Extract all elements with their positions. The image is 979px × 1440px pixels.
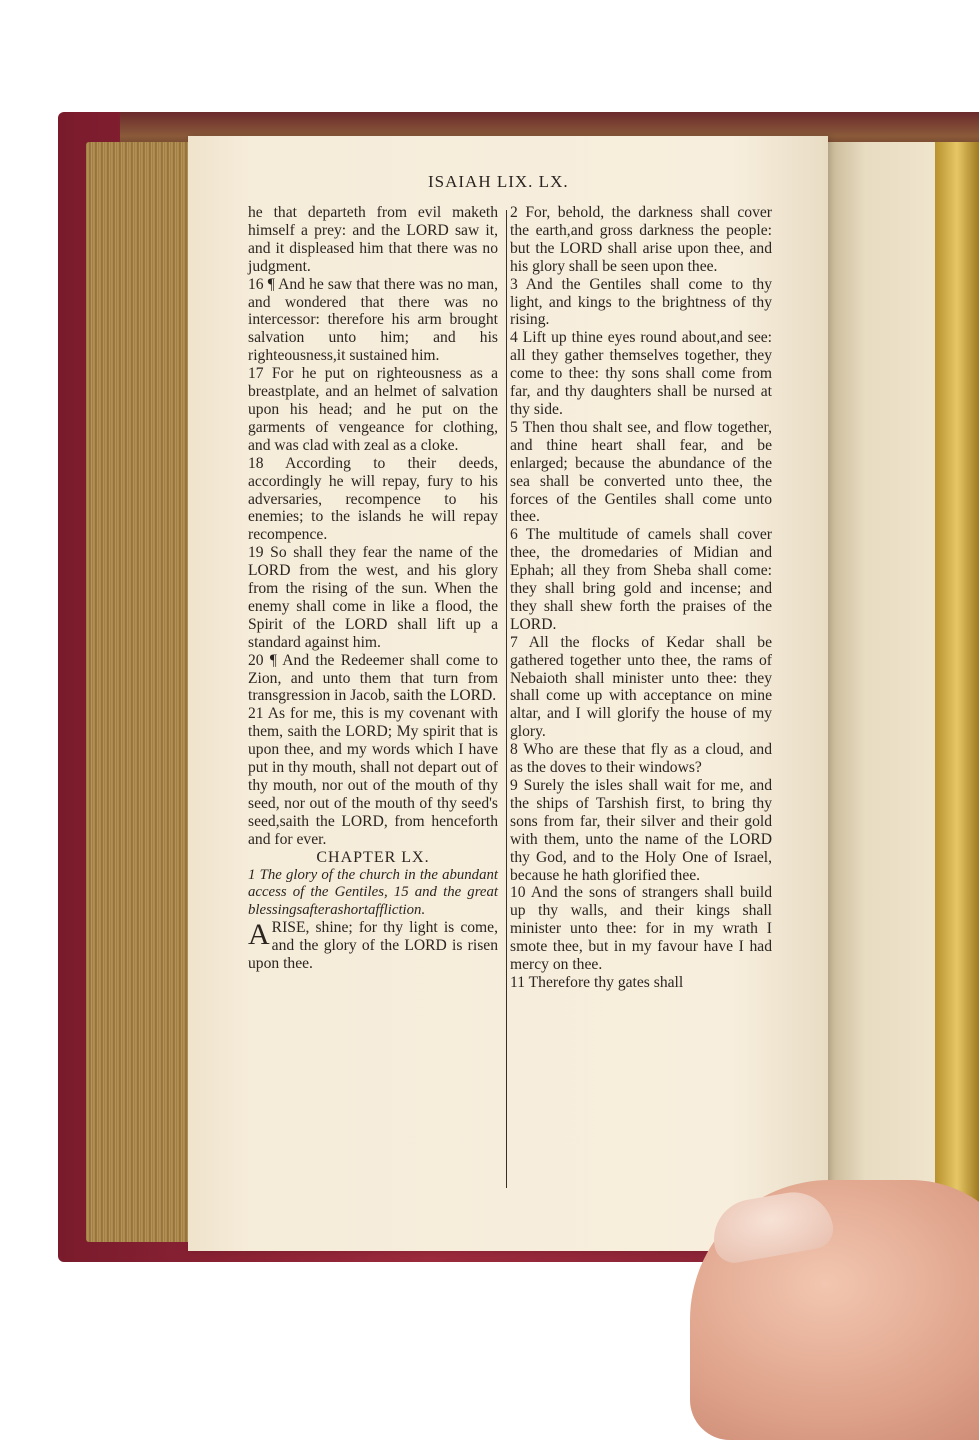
verse: 5 Then thou shalt see, and flow together, and thine heart shall fear, and be enlarged; because the abundance of the sea shall be converted unto thee, the forces of the Gentiles shall come unto thee. — [510, 418, 772, 526]
verse: 7 All the flocks of Kedar shall be gathered together unto thee, the rams of Nebaioth shall minister unto thee: they shall come up with acceptance on mine altar, and I will glorify the house of my glory. — [510, 633, 772, 741]
column-rule — [506, 210, 507, 1188]
page-edges — [86, 142, 194, 1242]
verse: 9 Surely the isles shall wait for me, and the ships of Tarshish first, to bring thy sons from far, their silver and their gold with them, unto the name of the LORD thy God, and to the Holy One of Israel, because he hath glorified thee. — [510, 777, 772, 884]
verse: 10 And the sons of strangers shall build up thy walls, and their kings shall minister unto thee: for in my wrath I smote thee, but in my favour have I had mercy on thee. — [510, 884, 772, 974]
verse: 6 The multitude of camels shall cover thee, the dromedaries of Midian and Ephah; all they from Sheba shall come: they shall bring gold and incense; and they shall shew forth the praises of the LORD. — [510, 526, 772, 633]
verse: 8 Who are these that fly as a cloud, and as the doves to their windows? — [510, 741, 772, 777]
gilt-edge — [935, 142, 979, 1222]
verse: 20 ¶ And the Redeemer shall come to Zion, and unto them that turn from transgression in Jacob, saith the LORD. — [248, 651, 498, 705]
left-column — [248, 204, 498, 973]
drop-cap: A — [248, 918, 270, 952]
first-verse-text: RISE, shine; for thy light is come, and the glory of the LORD is risen upon thee. — [248, 919, 498, 972]
verse: 2 For, behold, the darkness shall cover the earth,and gross darkness the people: but the LORD shall arise upon thee, and his glory shall be seen upon thee. — [510, 204, 772, 275]
right-column — [510, 204, 772, 992]
verse: he that departeth from evil maketh himself a prey: and the LORD saw it, and it displeased him that there was no judgment. — [248, 204, 498, 275]
verse: 3 And the Gentiles shall come to thy light, and kings to the brightness of thy rising. — [510, 275, 772, 329]
verse: 21 As for me, this is my covenant with them, saith the LORD; My spirit that is upon thee, and my words which I have put in thy mouth, shall not depart out of thy mouth, nor out of the mouth of thy seed, nor out of the mouth of thy seed's seed,saith the LORD, from henceforth and for ever. — [248, 705, 498, 848]
chapter-heading: CHAPTER LX. — [316, 848, 430, 866]
running-head: ISAIAH LIX. LX. — [428, 172, 569, 191]
verse: 4 Lift up thine eyes round about,and see: all they gather themselves together, they come to thee: thy sons shall come from far, and thy daughters shall be nursed at thy side. — [510, 329, 772, 418]
chapter-summary: 1 The glory of the church in the abundant access of the Gentiles, 15 and the great blessingsafterashortaffliction. — [248, 866, 498, 918]
chapter-first-verse — [248, 919, 498, 973]
verse: 18 According to their deeds, accordingly he will repay, fury to his adversaries, recompence to his enemies; to the islands he will repay recompence. — [248, 454, 498, 544]
verse: 11 Therefore thy gates shall — [510, 973, 684, 991]
verse: 19 So shall they fear the name of the LORD from the west, and his glory from the rising of the sun. When the enemy shall come in like a flood, the Spirit of the LORD shall lift up a standard against him. — [248, 544, 498, 651]
verse: 16 ¶ And he saw that there was no man, and wondered that there was no intercessor: therefore his arm brought salvation unto him; and his righteousness,it sustained him. — [248, 275, 498, 365]
verse: 17 For he put on righteousness as a breastplate, and an helmet of salvation upon his head; and he put on the garments of vengeance for clothing, and was clad with zeal as a cloke. — [248, 365, 498, 454]
